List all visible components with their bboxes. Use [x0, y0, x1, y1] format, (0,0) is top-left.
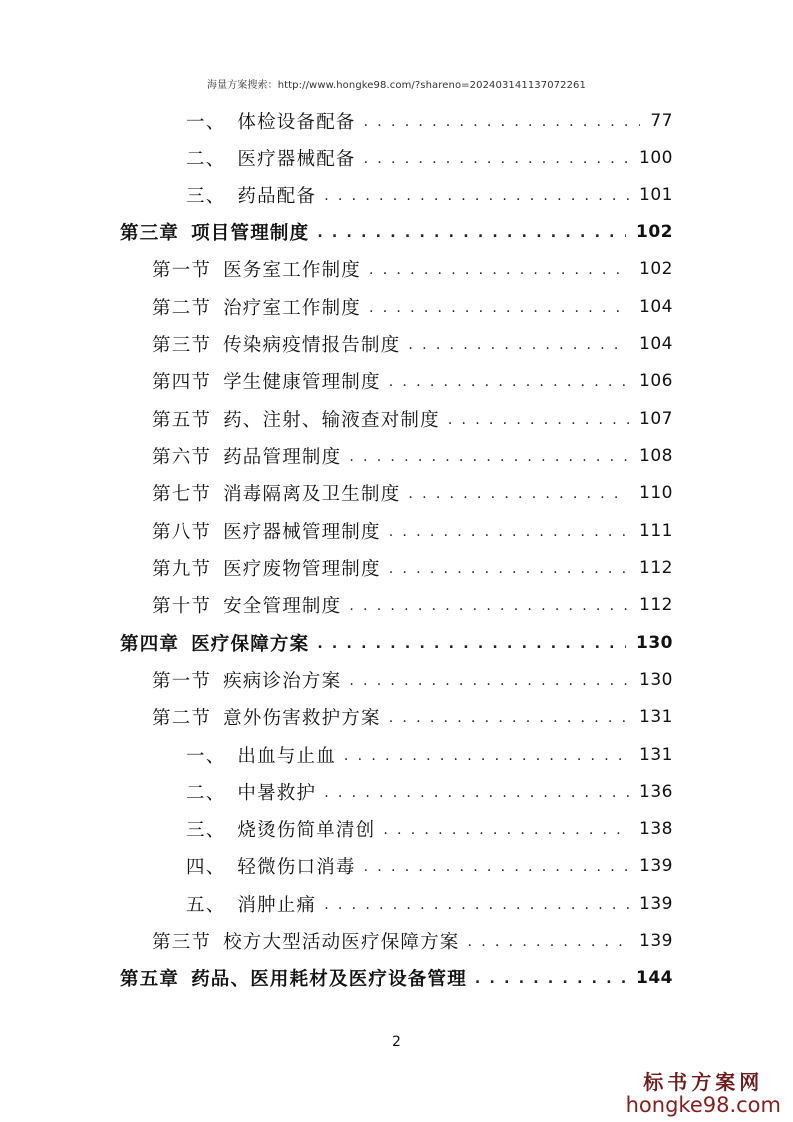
toc-entry-number: 一、 — [186, 111, 226, 133]
toc-entry[interactable] — [186, 773, 673, 810]
toc-dot-leader — [349, 437, 629, 474]
toc-entry-page: 107 — [639, 408, 673, 429]
toc-entry-title: 治疗室工作制度 — [223, 297, 362, 319]
toc-entry-number: 四、 — [186, 856, 226, 878]
toc-entry-page: 112 — [639, 557, 673, 578]
toc-entry-number: 第八节 — [152, 521, 212, 543]
toc-dot-leader — [408, 325, 629, 362]
toc-entry-title: 消肿止痛 — [237, 894, 317, 916]
toc-entry-page: 108 — [639, 445, 673, 466]
toc-entry-number: 二、 — [186, 782, 226, 804]
toc-entry[interactable] — [186, 139, 673, 176]
toc-dot-leader — [344, 736, 629, 773]
toc-dot-leader — [389, 549, 629, 586]
toc-entry-number: 三、 — [186, 819, 226, 841]
toc-entry[interactable] — [186, 736, 673, 773]
watermark-line1: 标书方案网 — [643, 1070, 764, 1094]
toc-dot-leader — [324, 176, 629, 213]
toc-entry-page: 131 — [639, 706, 673, 727]
toc-entry[interactable] — [186, 810, 673, 847]
toc-entry-title: 消毒隔离及卫生制度 — [223, 483, 401, 505]
toc-dot-leader — [324, 885, 629, 922]
toc-entry-title: 安全管理制度 — [223, 595, 342, 617]
toc-entry-title: 药品配备 — [237, 185, 317, 207]
toc-entry[interactable] — [152, 437, 673, 474]
toc-entry[interactable] — [186, 176, 673, 213]
toc-entry-title: 意外伤害救护方案 — [223, 707, 381, 729]
toc-entry[interactable] — [152, 549, 673, 586]
page-number: 2 — [392, 1034, 401, 1050]
toc-entry-title: 医疗废物管理制度 — [223, 558, 381, 580]
toc-entry-title: 体检设备配备 — [237, 111, 356, 133]
toc-entry[interactable] — [186, 847, 673, 884]
toc-entry-number: 第十节 — [152, 595, 212, 617]
toc-entry-title: 传染病疫情报告制度 — [223, 334, 401, 356]
toc-dot-leader — [389, 512, 629, 549]
toc-entry[interactable] — [152, 922, 673, 959]
toc-dot-leader — [349, 586, 629, 623]
toc-entry-page: 106 — [639, 370, 673, 391]
toc-entry-page: 131 — [639, 744, 673, 765]
toc-entry-page: 102 — [639, 258, 673, 279]
toc-dot-leader — [369, 250, 629, 287]
toc-entry-page: 139 — [639, 930, 673, 951]
toc-entry-title: 学生健康管理制度 — [223, 371, 381, 393]
toc-entry[interactable] — [152, 400, 673, 437]
toc-entry-number: 第四章 — [120, 633, 180, 655]
toc-entry-page: 111 — [639, 520, 673, 541]
toc-entry-number: 第六节 — [152, 446, 212, 468]
toc-entry-title: 医疗器械配备 — [237, 148, 356, 170]
toc-dot-leader — [364, 139, 629, 176]
watermark-logo — [626, 1066, 781, 1117]
watermark-line2: hongke98.com — [625, 1093, 781, 1117]
toc-dot-leader — [369, 288, 629, 325]
toc-entry-number: 第二节 — [152, 707, 212, 729]
toc-dot-leader — [475, 959, 626, 996]
toc-entry-title: 医疗器械管理制度 — [223, 521, 381, 543]
toc-entry[interactable] — [186, 102, 673, 139]
toc-entry-number: 第三节 — [152, 931, 212, 953]
toc-entry-number: 第四节 — [152, 371, 212, 393]
toc-entry-page: 112 — [639, 594, 673, 615]
toc-entry[interactable] — [152, 250, 673, 287]
toc-entry-title: 出血与止血 — [237, 745, 336, 767]
toc-entry-page: 104 — [639, 333, 673, 354]
toc-entry[interactable] — [152, 586, 673, 623]
toc-entry-number: 二、 — [186, 148, 226, 170]
toc-entry-page: 139 — [639, 855, 673, 876]
toc-dot-leader — [349, 661, 629, 698]
page-header-url: 海量方案搜索：http://www.hongke98.com/?shareno=20240314113707226​1 — [207, 80, 586, 91]
toc-chapter-entry[interactable] — [120, 624, 673, 661]
table-of-contents — [0, 100, 793, 1000]
toc-entry-number: 第一节 — [152, 670, 212, 692]
toc-entry-page: 136 — [639, 781, 673, 802]
toc-entry[interactable] — [152, 698, 673, 735]
toc-entry-number: 三、 — [186, 185, 226, 207]
toc-entry-number: 第三章 — [120, 222, 180, 244]
toc-entry-number: 第五节 — [152, 409, 212, 431]
toc-dot-leader — [383, 810, 629, 847]
toc-entry-title: 中暑救护 — [237, 782, 317, 804]
toc-entry-number: 一、 — [186, 745, 226, 767]
toc-entry-number: 第七节 — [152, 483, 212, 505]
toc-entry-title: 项目管理制度 — [191, 222, 310, 244]
toc-dot-leader — [364, 102, 641, 139]
toc-entry-page: 110 — [639, 482, 673, 503]
toc-dot-leader — [389, 698, 629, 735]
toc-dot-leader — [448, 400, 629, 437]
toc-entry-title: 药、注射、输液查对制度 — [223, 409, 440, 431]
toc-entry-page: 77 — [650, 110, 673, 131]
toc-entry-page: 144 — [636, 967, 673, 988]
toc-entry[interactable] — [152, 661, 673, 698]
toc-entry-title: 校方大型活动医疗保障方案 — [223, 931, 460, 953]
toc-dot-leader — [317, 213, 626, 250]
toc-entry-page: 102 — [636, 221, 673, 242]
toc-dot-leader — [468, 922, 630, 959]
toc-entry-page: 101 — [639, 184, 673, 205]
toc-entry-page: 100 — [639, 147, 673, 168]
toc-entry-page: 130 — [639, 669, 673, 690]
toc-entry-title: 药品、医用耗材及医疗设备管理 — [191, 968, 467, 990]
toc-entry-page: 130 — [636, 632, 673, 653]
toc-entry-title: 医疗保障方案 — [191, 633, 310, 655]
toc-entry-number: 第九节 — [152, 558, 212, 580]
toc-entry-number: 第一节 — [152, 259, 212, 281]
toc-entry-number: 第二节 — [152, 297, 212, 319]
toc-entry[interactable] — [152, 362, 673, 399]
toc-entry-title: 医务室工作制度 — [223, 259, 362, 281]
toc-entry[interactable] — [152, 512, 673, 549]
toc-entry-page: 104 — [639, 296, 673, 317]
toc-entry-page: 138 — [639, 818, 673, 839]
toc-entry[interactable] — [152, 325, 673, 362]
toc-entry-title: 轻微伤口消毒 — [237, 856, 356, 878]
toc-entry-number: 第五章 — [120, 968, 180, 990]
toc-entry-title: 疾病诊治方案 — [223, 670, 342, 692]
toc-entry-number: 第三节 — [152, 334, 212, 356]
toc-dot-leader — [324, 773, 629, 810]
toc-entry-number: 五、 — [186, 894, 226, 916]
toc-dot-leader — [408, 474, 629, 511]
toc-dot-leader — [364, 847, 629, 884]
toc-chapter-entry[interactable] — [120, 959, 673, 996]
toc-entry[interactable] — [152, 288, 673, 325]
toc-dot-leader — [389, 362, 629, 399]
toc-chapter-entry[interactable] — [120, 213, 673, 250]
toc-dot-leader — [317, 624, 626, 661]
toc-entry-title: 烧烫伤简单清创 — [237, 819, 376, 841]
toc-entry[interactable] — [152, 474, 673, 511]
toc-entry-title: 药品管理制度 — [223, 446, 342, 468]
toc-entry[interactable] — [186, 885, 673, 922]
toc-entry-page: 139 — [639, 893, 673, 914]
